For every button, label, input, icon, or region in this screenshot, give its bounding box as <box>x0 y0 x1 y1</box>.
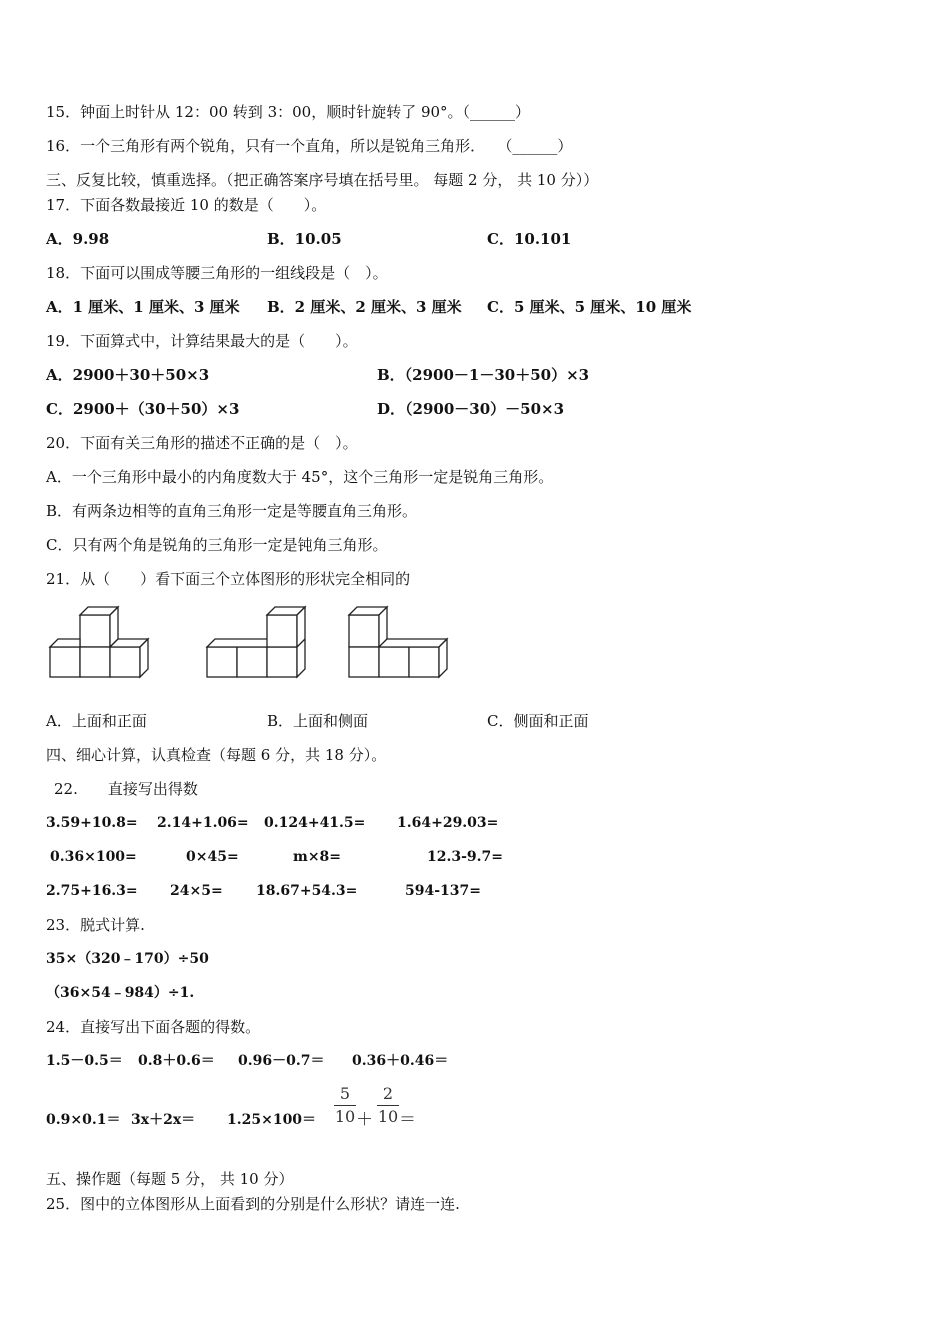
question-16: 16．一个三角形有两个锐角，只有一个直角，所以是锐角三角形． （______） <box>46 137 573 155</box>
cube-figure-1 <box>48 602 154 682</box>
q22-item: 18.67+54.3= <box>256 883 358 899</box>
q24-item: 0.36＋0.46＝ <box>352 1053 449 1069</box>
q24-item: 3x＋2x＝ <box>131 1112 196 1128</box>
q19-option-a: A．2900＋30＋50×3 <box>46 366 210 384</box>
q21-option-c: C．侧面和正面 <box>487 712 589 730</box>
q22-item: 0.36×100= <box>50 849 137 865</box>
fraction-5-10: 5 10 <box>334 1084 356 1126</box>
q24-item: 1.5－0.5＝ <box>46 1053 123 1069</box>
equals-sign: ＝ <box>399 1110 416 1130</box>
question-15: 15．钟面上时针从 12：00 转到 3：00，顺时针旋转了 90°。（______） <box>46 103 531 121</box>
q21-option-b: B．上面和侧面 <box>267 712 369 730</box>
q21-option-a: A．上面和正面 <box>46 712 147 730</box>
q22-item: 3.59+10.8= <box>46 815 138 831</box>
q17-option-c: C．10.101 <box>487 230 572 248</box>
fraction-2-10: 2 10 <box>377 1084 399 1126</box>
q22-item: 594-137= <box>405 883 481 899</box>
question-24-stem: 24．直接写出下面各题的得数。 <box>46 1018 261 1036</box>
q22-item: 24×5= <box>170 883 223 899</box>
question-20-stem: 20．下面有关三角形的描述不正确的是（ ）。 <box>46 434 358 452</box>
q24-item: 1.25×100＝ <box>227 1112 317 1128</box>
question-25: 25．图中的立体图形从上面看到的分别是什么形状？请连一连. <box>46 1195 460 1213</box>
q18-option-a: A．1 厘米、1 厘米、3 厘米 <box>46 298 240 316</box>
q18-option-c: C．5 厘米、5 厘米、10 厘米 <box>487 298 692 316</box>
question-17-stem: 17．下面各数最接近 10 的数是（ ）。 <box>46 196 327 214</box>
q22-item: m×8= <box>293 849 342 865</box>
q24-item: 0.8＋0.6＝ <box>138 1053 215 1069</box>
q24-item: 0.96－0.7＝ <box>238 1053 325 1069</box>
cube-figure-3 <box>347 602 457 682</box>
plus-sign: ＋ <box>356 1110 373 1130</box>
q20-option-a: A．一个三角形中最小的内角度数大于 45°，这个三角形一定是锐角三角形。 <box>46 468 554 486</box>
q19-option-c: C．2900＋（30＋50）×3 <box>46 400 240 418</box>
question-23-stem: 23．脱式计算. <box>46 916 145 934</box>
q22-item: 0×45= <box>186 849 239 865</box>
q23-expression-2: （36×54﹣984）÷1. <box>46 985 195 1001</box>
q20-option-c: C．只有两个角是锐角的三角形一定是钝角三角形。 <box>46 536 388 554</box>
q22-item: 2.14+1.06= <box>157 815 249 831</box>
q19-option-d: D．（2900－30）－50×3 <box>377 400 565 418</box>
q23-expression-1: 35×（320﹣170）÷50 <box>46 951 209 967</box>
q24-item: 0.9×0.1＝ <box>46 1112 121 1128</box>
q18-option-b: B．2 厘米、2 厘米、3 厘米 <box>267 298 462 316</box>
q22-item: 0.124+41.5= <box>264 815 366 831</box>
q19-option-b: B．（2900－1－30＋50）×3 <box>377 366 590 384</box>
cube-figure-2 <box>205 602 311 682</box>
section-3-title: 三、反复比较，慎重选择。（把正确答案序号填在括号里。 每题 2 分， 共 10 分）） <box>46 171 599 189</box>
section-4-title: 四、细心计算，认真检查（每题 6 分，共 18 分）。 <box>46 746 387 764</box>
q22-item: 2.75+16.3= <box>46 883 138 899</box>
question-21-stem: 21．从（ ）看下面三个立体图形的形状完全相同的 <box>46 570 411 588</box>
q22-item: 12.3-9.7= <box>427 849 503 865</box>
question-18-stem: 18．下面可以围成等腰三角形的一组线段是（ ）。 <box>46 264 388 282</box>
q17-option-a: A．9.98 <box>46 230 110 248</box>
q22-item: 1.64+29.03= <box>397 815 499 831</box>
section-5-title: 五、操作题（每题 5 分， 共 10 分） <box>46 1170 294 1188</box>
question-19-stem: 19．下面算式中，计算结果最大的是（ ）。 <box>46 332 358 350</box>
q20-option-b: B．有两条边相等的直角三角形一定是等腰直角三角形。 <box>46 502 418 520</box>
question-22-stem: 22. 直接写出得数 <box>54 780 198 798</box>
q17-option-b: B．10.05 <box>267 230 342 248</box>
